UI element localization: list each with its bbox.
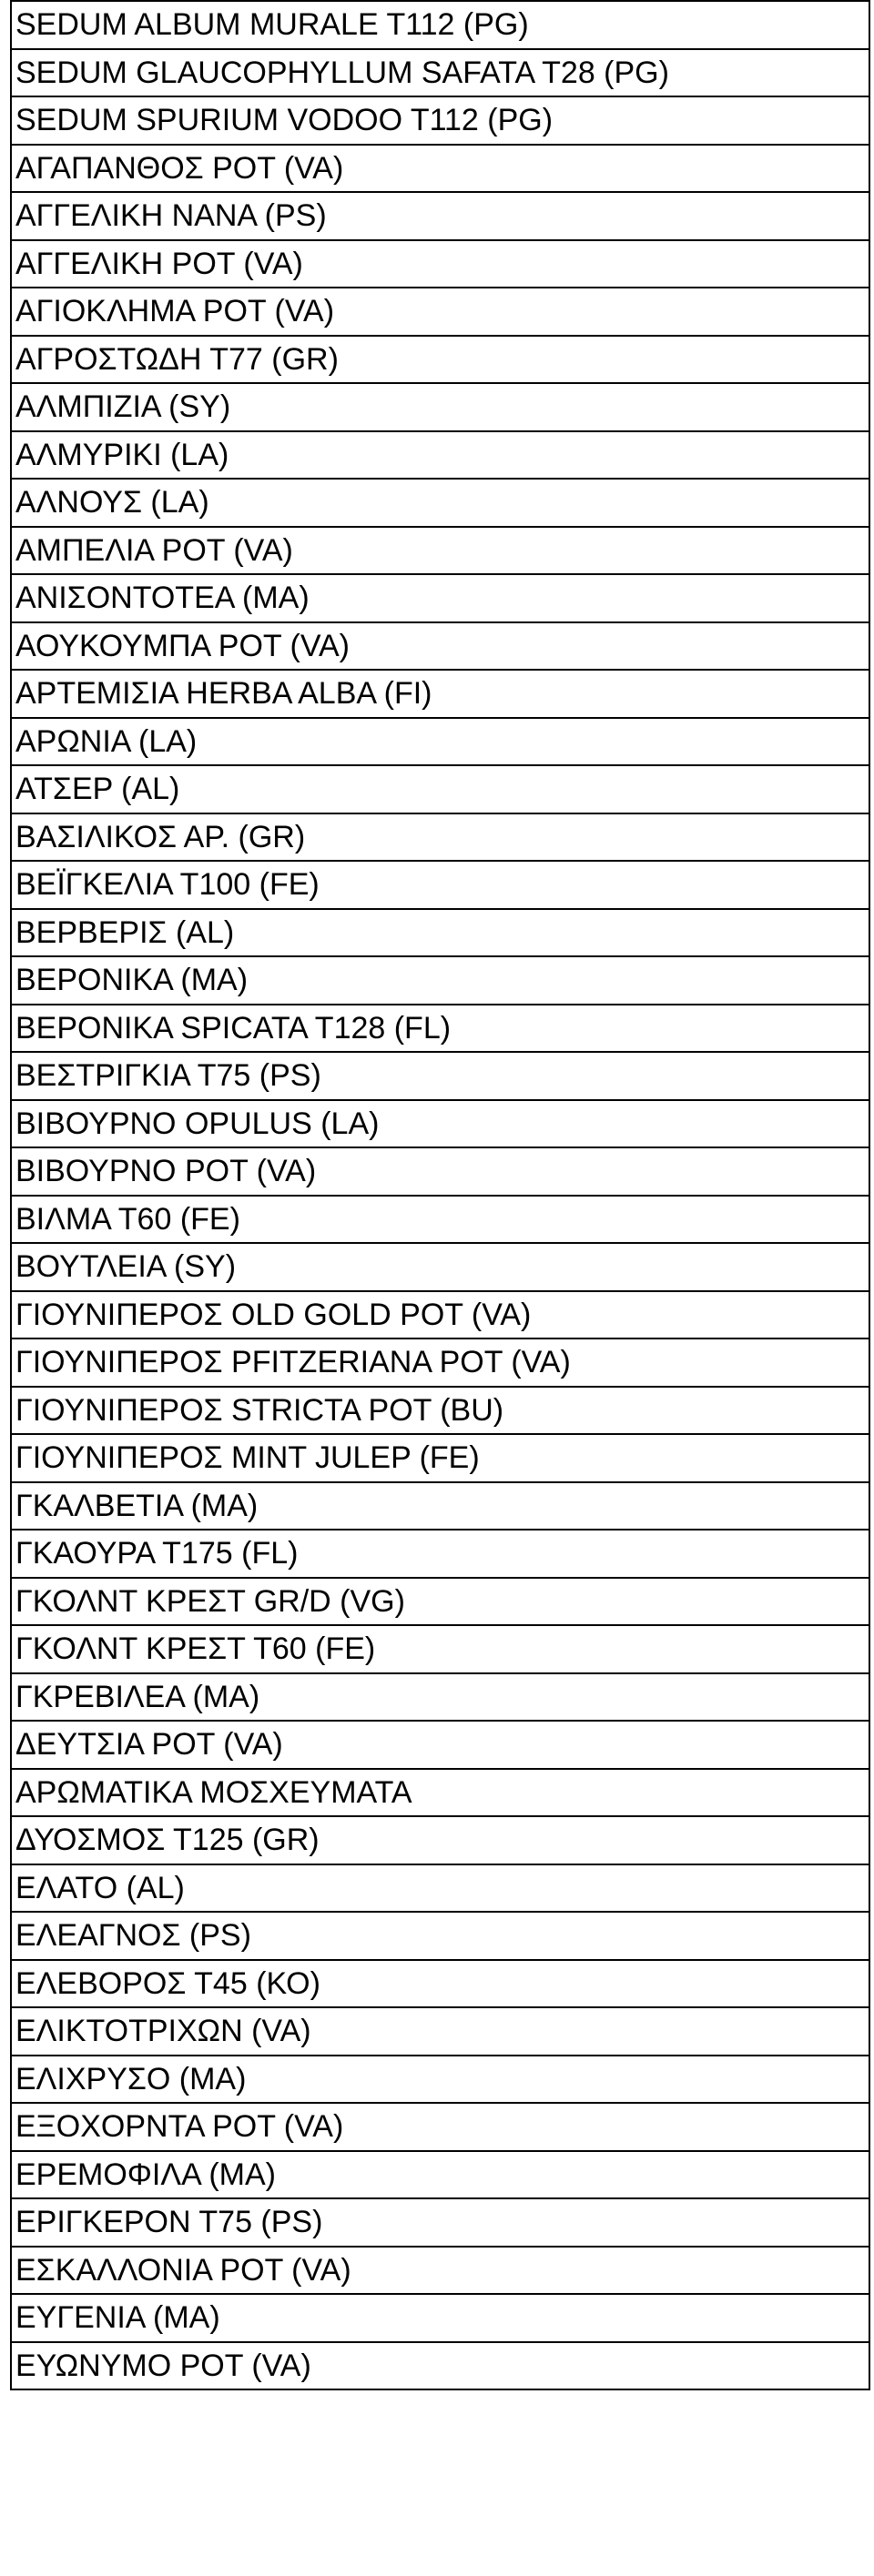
table-row: [11, 1052, 869, 1100]
product-name-cell: ΓΚΟΛΝΤ ΚΡΕΣΤ GR/D (VG): [11, 1578, 869, 1626]
table-row: [11, 1960, 869, 2008]
product-list-body: [11, 1, 869, 2389]
table-row: [11, 2198, 869, 2247]
table-row: [11, 240, 869, 288]
table-row: [11, 527, 869, 575]
product-name-cell: ΕΥΩΝΥΜΟ POT (VA): [11, 2342, 869, 2390]
table-row: [11, 1816, 869, 1864]
table-row: [11, 2294, 869, 2342]
product-name-cell: SEDUM ALBUM MURALE T112 (PG): [11, 1, 869, 49]
product-name-cell: ΔΥΟΣΜΟΣ Τ125 (GR): [11, 1816, 869, 1864]
table-row: [11, 2103, 869, 2151]
product-name-cell: ΑΓΙΟΚΛΗΜΑ POT (VA): [11, 288, 869, 336]
product-name-cell: ΑΓΑΠΑΝΘΟΣ POT (VA): [11, 145, 869, 193]
product-name-cell: ΒΕΡΟΝΙΚΑ (MA): [11, 956, 869, 1005]
product-name-cell: ΕΥΓΕΝΙΑ (MA): [11, 2294, 869, 2342]
product-name-cell: SEDUM GLAUCOPHYLLUM SAFATA T28 (PG): [11, 49, 869, 97]
table-row: [11, 96, 869, 145]
table-row: [11, 1147, 869, 1196]
product-name-cell: ΓΚΑΟΥΡΑ Τ175 (FL): [11, 1530, 869, 1578]
table-row: [11, 2151, 869, 2199]
table-row: [11, 383, 869, 431]
product-name-cell: ΑΜΠΕΛΙΑ POT (VA): [11, 527, 869, 575]
table-row: [11, 288, 869, 336]
table-row: [11, 145, 869, 193]
product-name-cell: ΓΙΟΥΝΙΠΕΡΟΣ PFITZERIANA POT (VA): [11, 1339, 869, 1387]
product-name-cell: ΕΛΕΑΓΝΟΣ (PS): [11, 1912, 869, 1960]
table-row: [11, 718, 869, 766]
product-name-cell: ΓΙΟΥΝΙΠΕΡΟΣ OLD GOLD POT (VA): [11, 1291, 869, 1339]
product-name-cell: ΒΕΡΒΕΡΙΣ (AL): [11, 909, 869, 957]
table-row: [11, 622, 869, 671]
product-name-cell: ΑΟΥΚΟΥΜΠΑ POT (VA): [11, 622, 869, 671]
table-row: [11, 1625, 869, 1673]
product-name-cell: ΕΞΟΧΟΡΝΤΑ POT (VA): [11, 2103, 869, 2151]
table-row: [11, 1, 869, 49]
table-row: [11, 1434, 869, 1482]
product-name-cell: ΕΣΚΑΛΛΟΝΙΑ POT (VA): [11, 2247, 869, 2295]
product-name-cell: ΑΓΓΕΛΙΚΗ POT (VA): [11, 240, 869, 288]
table-row: [11, 49, 869, 97]
table-row: [11, 1005, 869, 1053]
table-row: [11, 1387, 869, 1435]
product-name-cell: ΑΛΜΥΡΙΚΙ (LA): [11, 431, 869, 480]
product-name-cell: ΒΕΣΤΡΙΓΚΙΑ Τ75 (PS): [11, 1052, 869, 1100]
product-name-cell: ΑΝΙΣΟΝΤΟΤΕΑ (MA): [11, 574, 869, 622]
table-row: [11, 1196, 869, 1244]
product-name-cell: SEDUM SPURIUM VODOO T112 (PG): [11, 96, 869, 145]
table-row: [11, 1291, 869, 1339]
table-row: [11, 1100, 869, 1148]
table-row: [11, 765, 869, 813]
table-row: [11, 1482, 869, 1530]
table-row: [11, 2247, 869, 2295]
product-name-cell: ΒΟΥΤΛΕΙΑ (SY): [11, 1243, 869, 1291]
product-name-cell: ΑΤΣΕΡ (AL): [11, 765, 869, 813]
product-name-cell: ΓΚΟΛΝΤ ΚΡΕΣΤ Τ60 (FE): [11, 1625, 869, 1673]
product-name-cell: ΑΡΤΕΜΙΣΙΑ HERBA ALBA (FI): [11, 670, 869, 718]
table-row: [11, 431, 869, 480]
table-row: [11, 1864, 869, 1913]
product-name-cell: ΑΛΝΟΥΣ (LA): [11, 479, 869, 527]
product-name-cell: ΔΕΥΤΣΙΑ POT (VA): [11, 1721, 869, 1769]
table-row: [11, 909, 869, 957]
table-row: [11, 1673, 869, 1722]
product-name-cell: ΓΙΟΥΝΙΠΕΡΟΣ MINT JULEP (FE): [11, 1434, 869, 1482]
product-name-cell: ΒΙΛΜΑ Τ60 (FE): [11, 1196, 869, 1244]
table-row: [11, 2007, 869, 2056]
table-row: [11, 574, 869, 622]
product-name-cell: ΒΑΣΙΛΙΚΟΣ ΑΡ. (GR): [11, 813, 869, 862]
product-name-cell: ΕΛΑΤΟ (AL): [11, 1864, 869, 1913]
product-name-cell: ΓΚΑΛΒΕΤΙΑ (MA): [11, 1482, 869, 1530]
table-row: [11, 336, 869, 384]
product-name-cell: ΒΙΒΟΥΡΝΟ OPULUS (LA): [11, 1100, 869, 1148]
table-row: [11, 1530, 869, 1578]
product-list-table: [10, 0, 870, 2390]
product-name-cell: ΒΕΡΟΝΙΚΑ SPICATA T128 (FL): [11, 1005, 869, 1053]
table-row: [11, 1769, 869, 1817]
table-row: [11, 861, 869, 909]
product-name-cell: ΒΙΒΟΥΡΝΟ POT (VA): [11, 1147, 869, 1196]
table-row: [11, 2056, 869, 2104]
table-row: [11, 479, 869, 527]
product-name-cell: ΕΛΕΒΟΡΟΣ Τ45 (ΚΟ): [11, 1960, 869, 2008]
table-row: [11, 1912, 869, 1960]
product-name-cell: ΒΕΪΓΚΕΛΙΑ Τ100 (FE): [11, 861, 869, 909]
table-row: [11, 1721, 869, 1769]
table-row: [11, 2342, 869, 2390]
product-name-cell: ΓΙΟΥΝΙΠΕΡΟΣ STRICTA POT (BU): [11, 1387, 869, 1435]
product-name-cell: ΑΡΩΝΙΑ (LA): [11, 718, 869, 766]
product-name-cell: ΑΡΩΜΑΤΙΚΑ ΜΟΣΧΕΥΜΑΤΑ: [11, 1769, 869, 1817]
product-name-cell: ΕΡΕΜΟΦΙΛΑ (MA): [11, 2151, 869, 2199]
table-row: [11, 670, 869, 718]
table-row: [11, 1243, 869, 1291]
table-row: [11, 813, 869, 862]
table-row: [11, 1339, 869, 1387]
product-name-cell: ΕΛΙΧΡΥΣΟ (MA): [11, 2056, 869, 2104]
product-name-cell: ΕΛΙΚΤΟΤΡΙΧΩΝ (VA): [11, 2007, 869, 2056]
table-row: [11, 1578, 869, 1626]
product-name-cell: ΑΓΓΕΛΙΚΗ ΝΑΝΑ (PS): [11, 192, 869, 240]
product-name-cell: ΑΓΡΟΣΤΩΔΗ Τ77 (GR): [11, 336, 869, 384]
table-row: [11, 192, 869, 240]
product-name-cell: ΕΡΙΓΚΕΡΟΝ Τ75 (PS): [11, 2198, 869, 2247]
product-name-cell: ΑΛΜΠΙΖΙΑ (SY): [11, 383, 869, 431]
product-name-cell: ΓΚΡΕΒΙΛΕΑ (MA): [11, 1673, 869, 1722]
table-row: [11, 956, 869, 1005]
